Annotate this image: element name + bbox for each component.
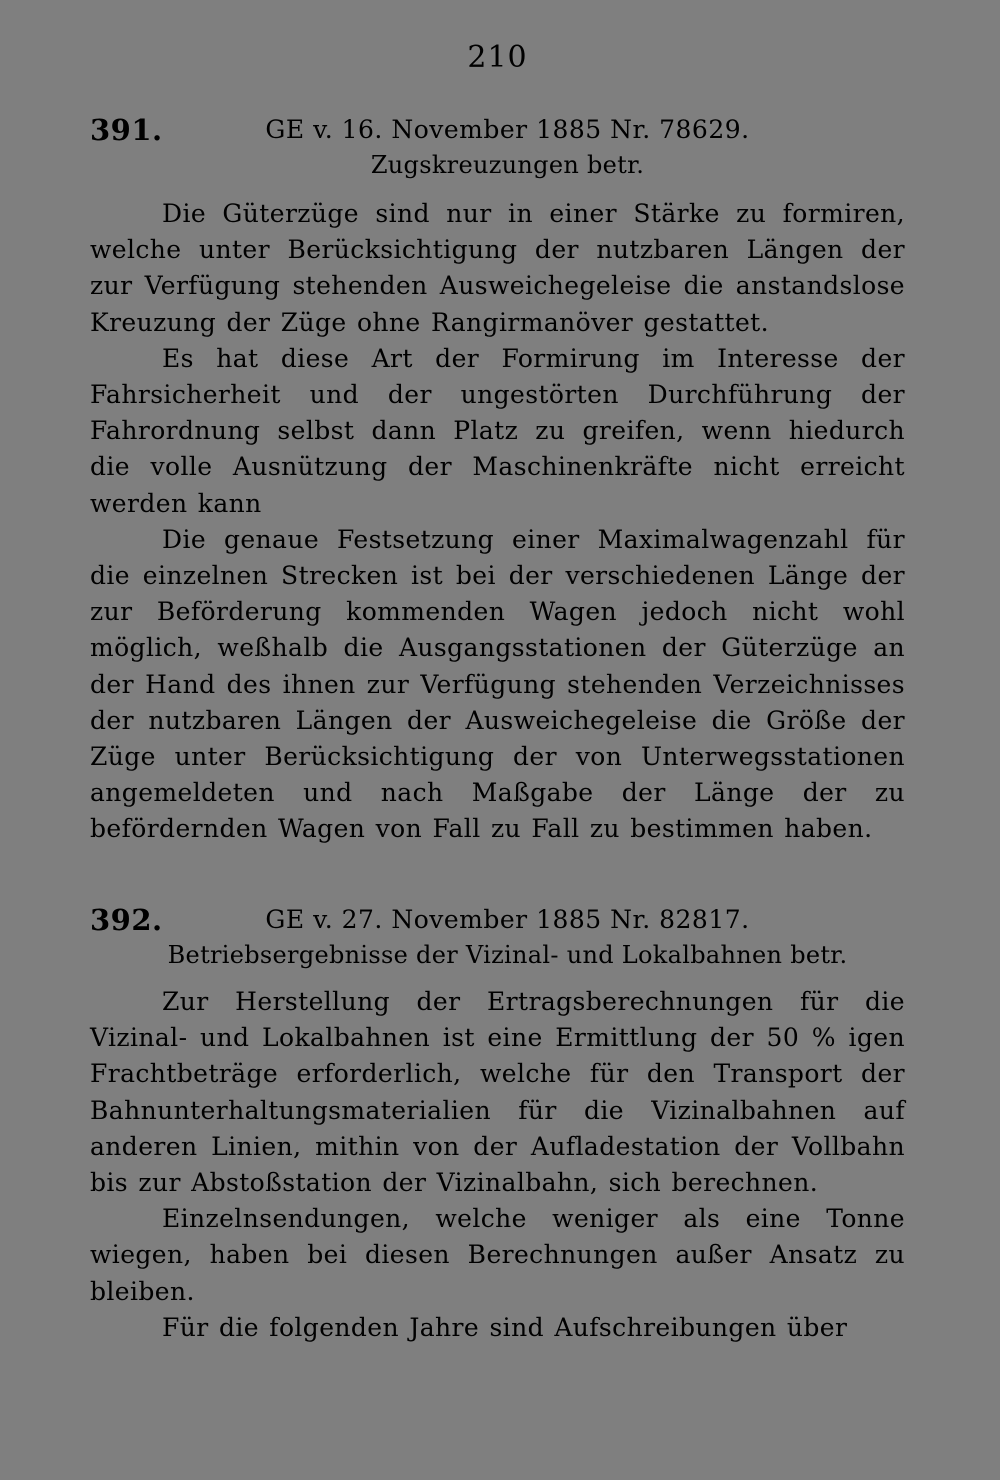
entry-392 [90,902,905,1346]
paragraph: Es hat diese Art der Formirung im Interesse der Fahrsicherheit und der ungestörten Durchführung der Fahrordnung selbst dann Platz zu greifen, wenn hiedurch die volle Ausnützung der Maschinenkräfte nicht erreicht werden kann [90,343,905,518]
page-number: 210 [467,40,528,75]
paragraph: Die Güterzüge sind nur in einer Stärke zu formiren, welche unter Berücksichtigung der nutzbaren Längen der zur Verfügung stehenden Ausweichegeleise die anstandslose Kreuzung der Züge ohne Rangirmanöver gestattet. [90,199,905,337]
entry-header [90,112,905,148]
entry-reference: GE v. 16. November 1885 Nr. 78629. [265,115,750,144]
paragraph: Einzelnsendungen, welche weniger als eine Tonne wiegen, haben bei diesen Berechnungen außer Ansatz zu bleiben. [90,1204,905,1306]
entry-subject: Zugskreuzungen betr. [370,151,645,179]
paragraph: Die genaue Festsetzung einer Maximalwagenzahl für die einzelnen Strecken ist bei der verschiedenen Länge der zur Beförderung kommenden Wagen jedoch nicht wohl möglich, weßhalb die Ausgangsstationen der Güterzüge an der Hand des ihnen zur Verfügung stehenden Verzeichnisses der nutzbaren Längen der Ausweichegeleise die Größe der Züge unter Berücksichtigung der von Unterwegsstationen angemeldeten und nach Maßgabe der Länge der zu befördernden Wagen von Fall zu Fall zu bestimmen haben. [90,524,905,844]
document-page [90,0,905,1480]
entry-number: 392. [90,903,163,937]
entry-reference: GE v. 27. November 1885 Nr. 82817. [265,905,750,934]
entry-subject: Betriebsergebnisse der Vizinal- und Lokalbahnen betr. [167,941,848,969]
paragraph: Für die folgenden Jahre sind Aufschreibungen über [162,1312,848,1342]
entry-391 [90,112,905,848]
entry-header [90,902,905,938]
entry-number: 391. [90,113,163,147]
paragraph: Zur Herstellung der Ertragsberechnungen für die Vizinal- und Lokalbahnen ist eine Ermittlung der 50 % igen Frachtbeträge erforderlich, welche für den Transport der Bahnunterhaltungsmaterialien für die Vizinalbahnen auf anderen Linien, mithin von der Aufladestation der Vollbahn bis zur Abstoßstation der Vizinalbahn, sich berechnen. [90,987,905,1198]
